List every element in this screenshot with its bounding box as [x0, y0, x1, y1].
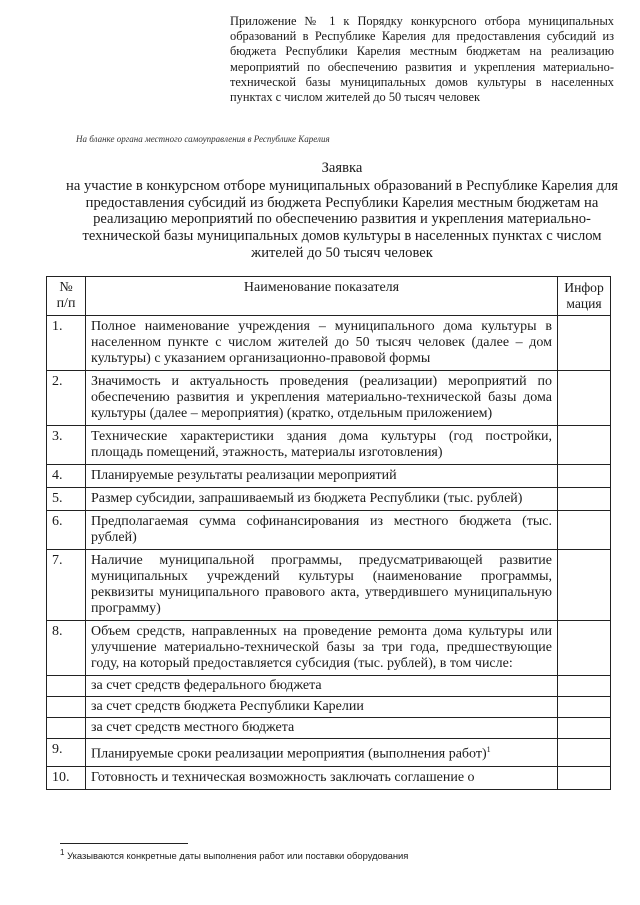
row-indicator-text: Значимость и актуальность проведения (реализации) мероприятий по обеспечению развития и укрепления материально-технической базы дома культуры (далее – мероприятия) (кратко, отдельным приложением) [91, 374, 552, 421]
row-information-cell [558, 739, 611, 767]
row-indicator [86, 718, 558, 739]
table-header-row [47, 277, 611, 316]
footnote [60, 848, 408, 861]
row-information-cell [558, 621, 611, 676]
row-information-cell [558, 488, 611, 511]
row-indicator [86, 621, 558, 676]
row-indicator [86, 426, 558, 465]
row-indicator-text: Готовность и техническая возможность заключать соглашение о [91, 769, 475, 785]
row-indicator [86, 465, 558, 488]
appendix-reference: Приложение № 1 к Порядку конкурсного отбора муниципальных образований в Республике Карелия для предоставления субсидий из бюджета Республики Карелия местным бюджетам на реализацию мероприятий по обеспечению развития и укрепления материально-технической базы муниципальных домов культуры в населенных пунктах с числом жителей до 50 тысяч человек [230, 14, 614, 105]
row-information-cell [558, 426, 611, 465]
row-indicator-text: Предполагаемая сумма софинансирования из местного бюджета (тыс. рублей) [91, 514, 552, 545]
table-row [47, 426, 611, 465]
row-indicator-text: Технические характеристики здания дома культуры (год постройки, площадь помещений, этажность, материалы изготовления) [91, 429, 552, 460]
title-subheading: на участие в конкурсном отборе муниципальных образований в Республике Карелия для предоставления субсидий из бюджета Республики Карелия местным бюджетам на реализацию мероприятий по обеспечению развития и укрепления материально-технической базы муниципальных домов культуры в населенных пунктах с числом жителей до 50 тысяч человек [66, 177, 618, 261]
application-title [62, 160, 622, 262]
row-number [47, 718, 86, 739]
row-indicator-text: Наличие муниципальной программы, предусматривающей развитие муниципальных учреждений культуры (наименование программы, реквизиты муниципального правового акта, утвердившего муниципальную программу) [91, 553, 552, 616]
row-indicator [86, 766, 558, 789]
title-heading: Заявка [321, 160, 363, 176]
row-number: 5. [47, 488, 86, 511]
row-number: 8. [47, 621, 86, 676]
table-row [47, 316, 611, 371]
table-row [47, 371, 611, 426]
row-information-cell [558, 316, 611, 371]
footnote-reference: 1 [486, 745, 491, 754]
application-table [46, 276, 611, 790]
row-indicator-text: за счет средств федерального бюджета [91, 678, 322, 693]
header-indicator-name: Наименование показателя [86, 277, 558, 316]
row-indicator-text: Размер субсидии, запрашиваемый из бюджета Республики (тыс. рублей) [91, 491, 523, 506]
letterhead-note: На бланке органа местного самоуправления в Республике Карелия [76, 134, 330, 144]
row-indicator [86, 316, 558, 371]
row-indicator-text: за счет средств бюджета Республики Карелии [91, 699, 364, 714]
row-indicator-text: Планируемые сроки реализации мероприятия (выполнения работ) [91, 746, 487, 762]
row-number: 6. [47, 511, 86, 550]
row-indicator [86, 371, 558, 426]
footnote-mark: 1 [60, 848, 65, 857]
row-information-cell [558, 718, 611, 739]
row-number: 4. [47, 465, 86, 488]
row-number: 10. [47, 766, 86, 789]
row-number: 1. [47, 316, 86, 371]
header-number: № п/п [47, 277, 86, 316]
row-information-cell [558, 697, 611, 718]
table-row [47, 718, 611, 739]
row-number: 3. [47, 426, 86, 465]
row-number: 9. [47, 739, 86, 767]
row-indicator [86, 511, 558, 550]
row-number [47, 676, 86, 697]
row-indicator-text: Планируемые результаты реализации мероприятий [91, 468, 397, 483]
table-row [47, 465, 611, 488]
row-information-cell [558, 465, 611, 488]
row-number: 7. [47, 550, 86, 621]
row-indicator [86, 488, 558, 511]
row-indicator-text: Объем средств, направленных на проведение ремонта дома культуры или улучшение материально-технической базы за три года, предшествующие году, на который предоставляется субсидия (тыс. рублей), в том числе: [91, 624, 552, 671]
header-information: Инфор мация [558, 277, 611, 316]
row-indicator-text: Полное наименование учреждения – муниципального дома культуры в населенном пункте с числом жителей до 50 тысяч человек (далее – дом культуры) с указанием организационно-правовой формы [91, 319, 552, 366]
row-number: 2. [47, 371, 86, 426]
row-indicator [86, 550, 558, 621]
footnote-divider [60, 843, 188, 844]
footnote-text: Указываются конкретные даты выполнения работ или поставки оборудования [67, 850, 409, 862]
table-row [47, 739, 611, 767]
row-indicator [86, 739, 558, 767]
table-row [47, 697, 611, 718]
row-indicator [86, 676, 558, 697]
row-information-cell [558, 766, 611, 789]
table-row [47, 766, 611, 789]
row-information-cell [558, 676, 611, 697]
table-row [47, 488, 611, 511]
row-indicator-text: за счет средств местного бюджета [91, 720, 295, 735]
row-information-cell [558, 550, 611, 621]
table-row [47, 550, 611, 621]
table-row [47, 676, 611, 697]
row-information-cell [558, 511, 611, 550]
row-indicator [86, 697, 558, 718]
table-row [47, 511, 611, 550]
row-number [47, 697, 86, 718]
table-row [47, 621, 611, 676]
row-information-cell [558, 371, 611, 426]
